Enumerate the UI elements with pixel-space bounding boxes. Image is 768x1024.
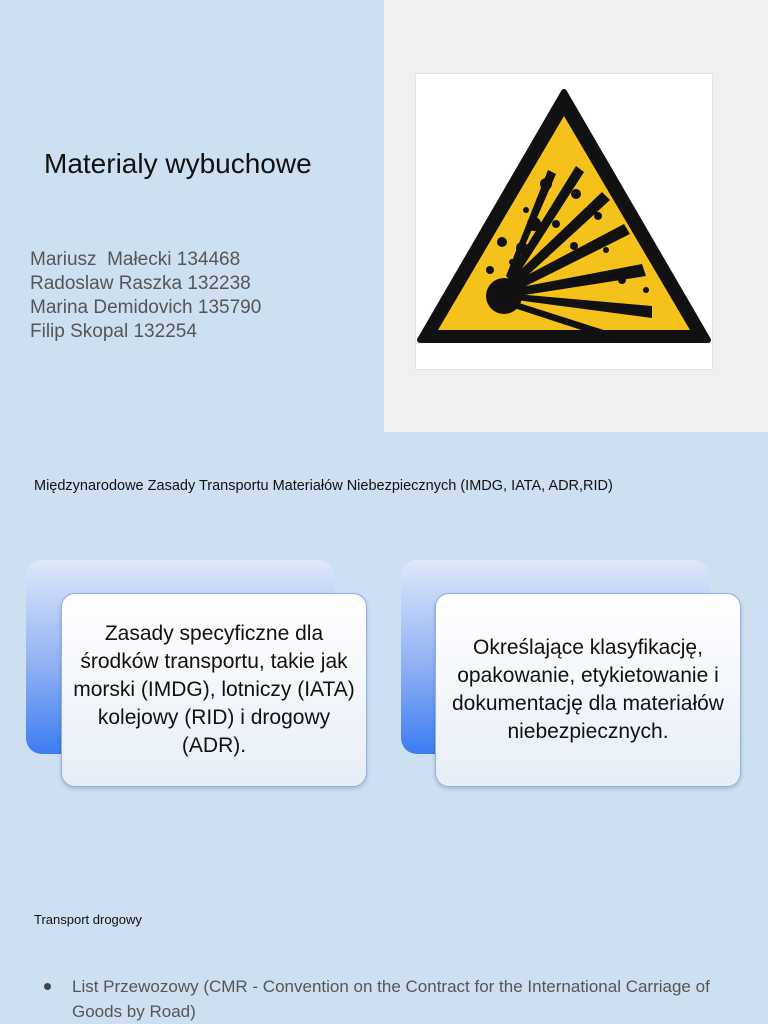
author-item: Filip Skopal 132254 [30,321,197,342]
author-item: Mariusz Małecki 134468 [30,249,241,270]
section-subtitle: Międzynarodowe Zasady Transportu Materiałów Niebezpiecznych (IMDG, IATA, ADR,RID) [34,478,613,494]
explosive-hazard-icon [415,73,713,370]
list-item-text: List Przewozowy (CMR - Convention on the Contract for the International Carriage of Goods by Road) [72,977,710,1021]
section-heading: Transport drogowy [34,912,142,927]
info-box-text: Określające klasyfikację, opakowanie, etykietowanie i dokumentację dla materiałów niebezpiecznych. [452,636,724,743]
info-box-text: Zasady specyficzne dla środków transportu, takie jak morski (IMDG), lotniczy (IATA) kolejowy (RID) i drogowy (ADR). [73,622,355,757]
author-item: Marina Demidovich 135790 [30,297,262,318]
list-item [44,974,724,1024]
bullet-icon [44,983,51,990]
title-slide [0,0,768,432]
author-list [30,248,261,344]
info-box-right [435,593,741,787]
info-box-left [61,593,367,787]
author-item: Radoslaw Raszka 132238 [30,273,251,294]
slide-title: Materialy wybuchowe [44,148,312,179]
